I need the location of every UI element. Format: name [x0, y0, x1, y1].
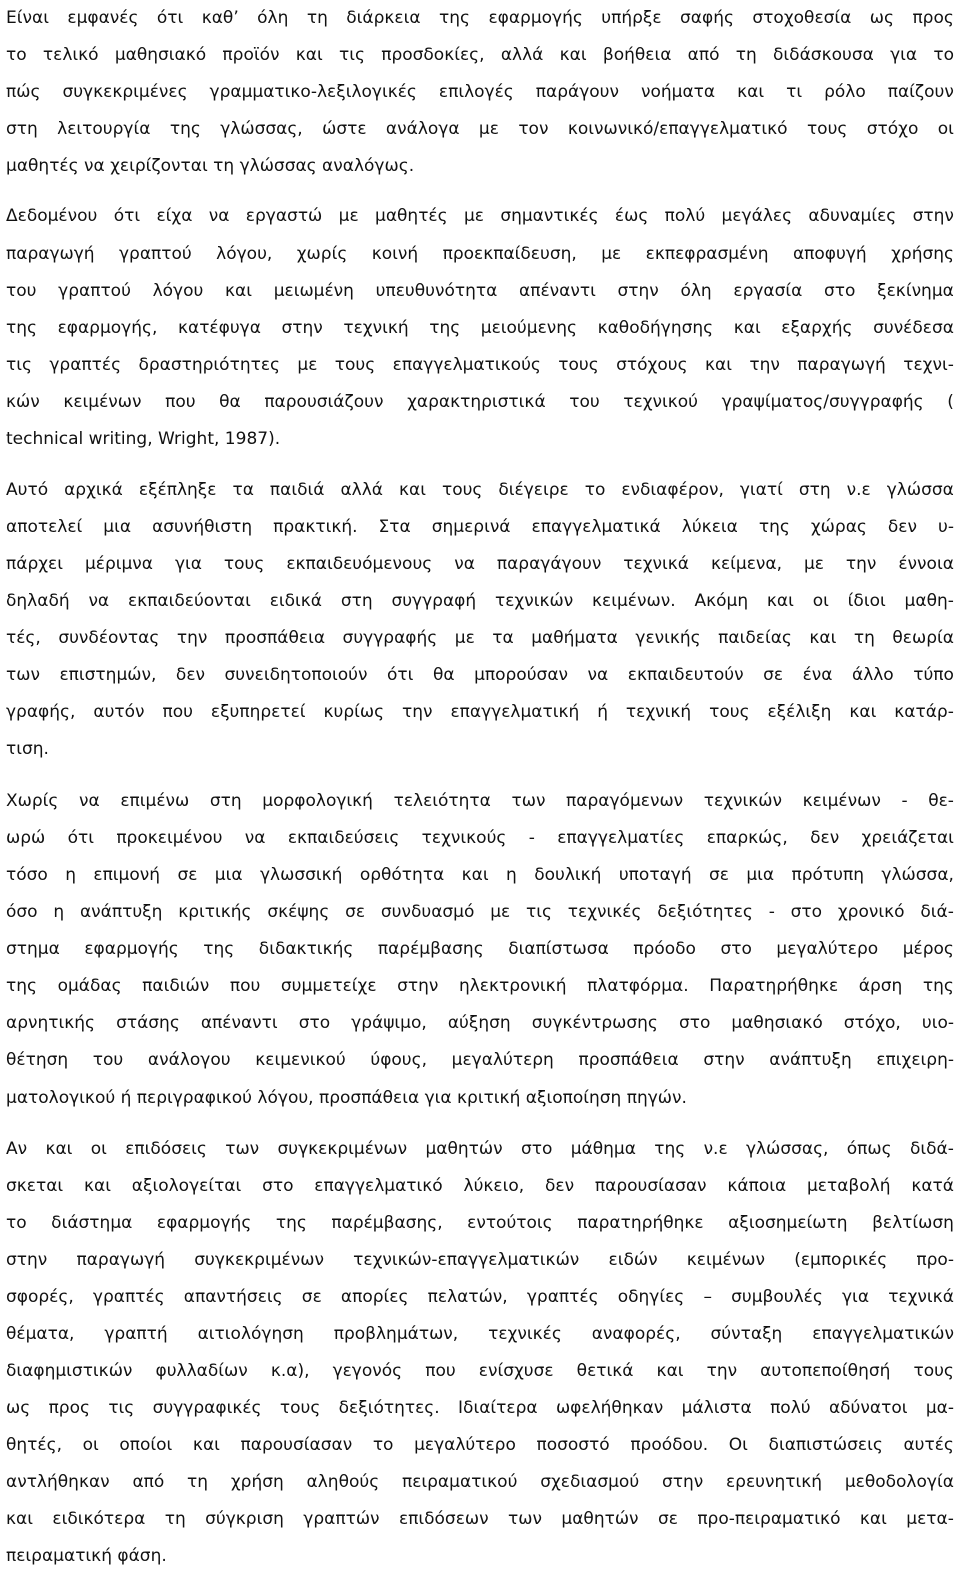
text-line: όσο η ανάπτυξη κριτικής σκέψης σε συνδυασμό με τις τεχνικές δεξιότητες - στο χρονικό διά-	[6, 902, 954, 922]
text-line: του γραπτού λόγου και μειωμένη υπευθυνότητα απέναντι στην όλη εργασία στο ξεκίνημα	[6, 281, 954, 301]
text-line: Αν και οι επιδόσεις των συγκεκριμένων μαθητών στο μάθημα της ν.ε γλώσσας, όπως διδά-	[6, 1139, 954, 1159]
text-line: Δεδομένου ότι είχα να εργαστώ με μαθητές με σημαντικές έως πολύ μεγάλες αδυναμίες στην	[6, 206, 954, 226]
text-line: γραφής, αυτόν που εξυπηρετεί κυρίως την επαγγελματική ή τεχνική τους εξέλιξη και κατάρ-	[6, 702, 954, 722]
text-line: μαθητές να χειρίζονται τη γλώσσας αναλόγως.	[6, 156, 415, 176]
text-line: σφορές, γραπτές απαντήσεις σε απορίες πελατών, γραπτές οδηγίες – συμβουλές για τεχνικά	[6, 1287, 954, 1307]
text-line: διαφημιστικών φυλλαδίων κ.α), γεγονός που ενίσχυσε θετικά και την αυτοπεποίθησή τους	[6, 1361, 954, 1381]
text-line: της εφαρμογής, κατέφυγα στην τεχνική της μειούμενης καθοδήγησης και εξαρχής συνέδεσα	[6, 318, 954, 338]
text-line: θέματα, γραπτή αιτιολόγηση προβλημάτων, τεχνικές αναφορές, σύνταξη επαγγελματικών	[6, 1324, 954, 1344]
text-line: δηλαδή να εκπαιδεύονται ειδικά στη συγγραφή τεχνικών κειμένων. Ακόμη και οι ίδιοι μαθη-	[6, 591, 954, 611]
text-line: το διάστημα εφαρμογής της παρέμβασης, εντούτοις παρατηρήθηκε αξιοσημείωτη βελτίωση	[6, 1213, 954, 1233]
text-line: στη λειτουργία της γλώσσας, ώστε ανάλογα με τον κοινωνικό/επαγγελματικό τους στόχο οι	[6, 119, 954, 139]
text-line: παραγωγή γραπτού λόγου, χωρίς κοινή προεκπαίδευση, με εκπεφρασμένη αποφυγή χρήσης	[6, 244, 954, 264]
text-line: πάρχει μέριμνα για τους εκπαιδευόμενους να παραγάγουν τεχνικά κείμενα, με την έννοια	[6, 554, 954, 574]
text-line: ως προς τις συγγραφικές τους δεξιότητες. Ιδιαίτερα ωφελήθηκαν μάλιστα πολύ αδύνατοι μα-	[6, 1398, 954, 1418]
text-line: θητές, οι οποίοι και παρουσίασαν το μεγαλύτερο ποσοστό προόδου. Οι διαπιστώσεις αυτές	[6, 1435, 954, 1455]
text-line: Χωρίς να επιμένω στη μορφολογική τελειότητα των παραγόμενων τεχνικών κειμένων - θε-	[6, 791, 954, 811]
text-line: των επιστημών, δεν συνειδητοποιούν ότι θα μπορούσαν να εκπαιδευτούν σε ένα άλλο τύπο	[6, 665, 954, 685]
text-line: σκεται και αξιολογείται στο επαγγελματικό λύκειο, δεν παρουσίασαν κάποια μεταβολή κατά	[6, 1176, 954, 1196]
text-line: και ειδικότερα τη σύγκριση γραπτών επιδόσεων των μαθητών σε προ-πειραματικό και μετα-	[6, 1509, 954, 1529]
text-line: ματολογικού ή περιγραφικού λόγου, προσπάθεια για κριτική αξιοποίηση πηγών.	[6, 1088, 687, 1108]
text-line: τές, συνδέοντας την προσπάθεια συγγραφής με τα μαθήματα γενικής παιδείας και τη θεωρία	[6, 628, 954, 648]
text-line: Είναι εμφανές ότι καθ’ όλη τη διάρκεια της εφαρμογής υπήρξε σαφής στοχοθεσία ως προς	[6, 8, 954, 28]
text-line: πώς συγκεκριμένες γραμματικο-λεξιλογικές επιλογές παράγουν νοήματα και τι ρόλο παίζουν	[6, 82, 954, 102]
text-line: θέτηση του ανάλογου κειμενικού ύφους, μεγαλύτερη προσπάθεια στην ανάπτυξη επιχειρη-	[6, 1050, 954, 1070]
text-line: Αυτό αρχικά εξέπληξε τα παιδιά αλλά και τους διέγειρε το ενδιαφέρον, γιατί στη ν.ε γλώσσα	[6, 480, 954, 500]
text-line: της ομάδας παιδιών που συμμετείχε στην ηλεκτρονική πλατφόρμα. Παρατηρήθηκε άρση της	[6, 976, 954, 996]
text-line: αποτελεί μια ασυνήθιστη πρακτική. Στα σημερινά επαγγελματικά λύκεια της χώρας δεν υ-	[6, 517, 954, 537]
text-line: τις γραπτές δραστηριότητες με τους επαγγελματικούς τους στόχους και την παραγωγή τεχνι-	[6, 355, 954, 375]
text-line: τόσο η επιμονή σε μια γλωσσική ορθότητα και η δουλική υποταγή σε μια πρότυπη γλώσσα,	[6, 865, 954, 885]
text-line: κών κειμένων που θα παρουσιάζουν χαρακτηριστικά του τεχνικού γραψίματος/συγγραφής (	[6, 392, 954, 412]
text-line: στημα εφαρμογής της διδακτικής παρέμβασης διαπίστωσα πρόοδο στο μεγαλύτερο μέρος	[6, 939, 954, 959]
text-line: στην παραγωγή συγκεκριμένων τεχνικών-επαγγελματικών ειδών κειμένων (εμπορικές προ-	[6, 1250, 954, 1270]
text-line: αντλήθηκαν από τη χρήση αληθούς πειραματικού σχεδιασμού στην ερευνητική μεθοδολογία	[6, 1472, 954, 1492]
text-line: το τελικό μαθησιακό προϊόν και τις προσδοκίες, αλλά και βοήθεια από τη διδάσκουσα για το	[6, 45, 954, 65]
text-line: ωρώ ότι προκειμένου να εκπαιδεύσεις τεχνικούς - επαγγελματίες επαρκώς, δεν χρειάζεται	[6, 828, 954, 848]
text-line: τιση.	[6, 739, 49, 759]
text-line: αρνητικής στάσης απέναντι στο γράψιμο, αύξηση συγκέντρωσης στο μαθησιακό στόχο, υιο-	[6, 1013, 954, 1033]
text-line: πειραματική φάση.	[6, 1546, 167, 1566]
text-line: technical writing, Wright, 1987).	[6, 429, 281, 449]
